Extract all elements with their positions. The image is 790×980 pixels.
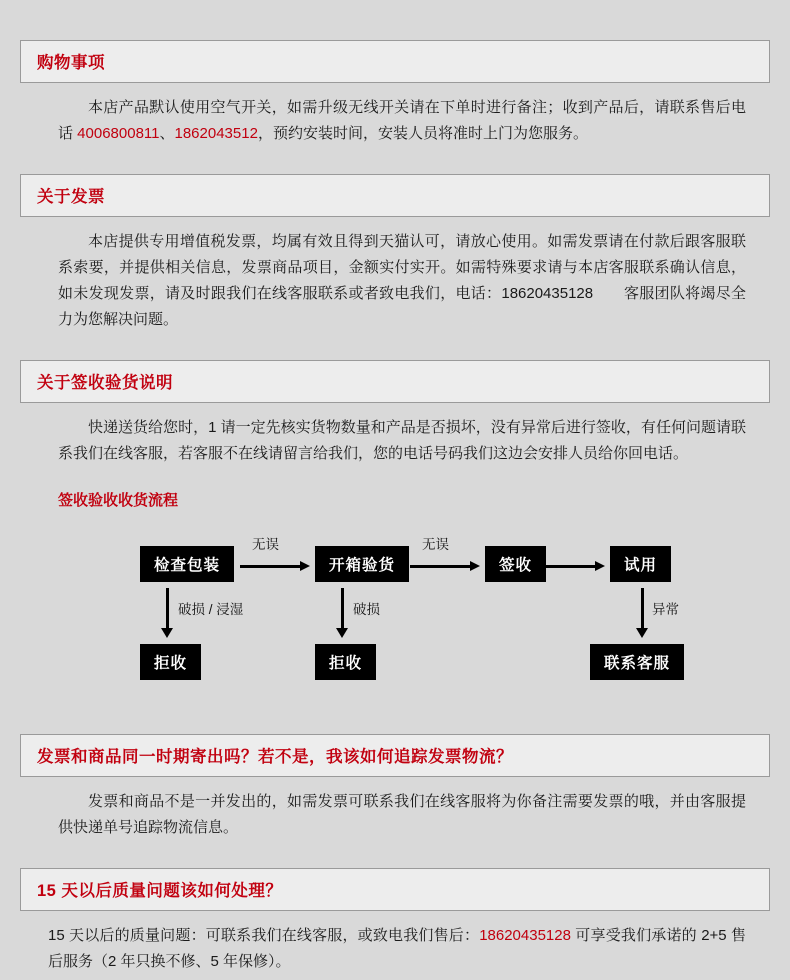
flow-node-reject-1: 拒收 [140,644,201,680]
section-title-signing-inspection: 关于签收验货说明 [20,360,770,403]
flow-node-check-package: 检查包装 [140,546,234,582]
flow-label-abnormal: 异常 [652,602,679,617]
section-signing-inspection [20,360,770,709]
phone-separator: 、 [159,125,175,143]
flow-arrow-check-to-reject [161,588,173,638]
phone-number-2: 1862043512 [174,125,258,143]
invoice-text: 本店提供专用增值税发票，均属有效且得到天猫认可，请放心使用。如需发票请在付款后跟客服联系索要，并提供相关信息，发票商品项目，金额实付实开。如需特殊要求请与本店客服联系确认信息，如未发现发票，请及时跟我们在线客服联系或者致电我们，电话：18620435128 客服团队将竭尽全力为您解决问题。 [58,232,746,329]
flow-label-ok-2: 无误 [422,537,449,552]
faq-title-invoice-shipping: 发票和商品同一时期寄出吗？若不是，我该如何追踪发票物流？ [20,734,770,777]
faq-body-quality-after-15-days [20,911,770,976]
flow-label-ok-1: 无误 [252,537,279,552]
flowchart-title: 签收验收收货流程 [58,492,179,509]
section-body-invoice [20,217,770,334]
flow-node-sign: 签收 [485,546,546,582]
section-faq-quality-after-15-days [20,868,770,976]
faq-body-invoice-shipping [20,777,770,842]
flow-arrow-check-to-open [240,561,310,571]
section-shopping-notes [20,40,770,148]
flow-arrow-sign-to-trial [545,561,605,571]
flow-node-open-inspect: 开箱验货 [315,546,409,582]
shopping-notes-text-prefix: 本店产品默认使用空气开关，如需升级无线开关请在下单时进行备注；收到产品后，请联系售后电话 [58,99,746,143]
section-body-shopping-notes [20,83,770,148]
section-faq-invoice-shipping [20,734,770,842]
section-invoice [20,174,770,334]
section-title-invoice: 关于发票 [20,174,770,217]
flow-node-trial: 试用 [610,546,671,582]
flow-node-reject-2: 拒收 [315,644,376,680]
flow-arrow-open-to-sign [410,561,480,571]
section-body-signing-inspection [20,403,770,468]
phone-number-1: 4006800811 [77,125,160,143]
faq-quality-text-prefix: 15 天以后的质量问题：可联系我们在线客服，或致电我们售后： [48,926,480,944]
flow-node-contact-service: 联系客服 [590,644,684,680]
flowchart [20,518,770,708]
flow-arrow-trial-to-service [636,588,648,638]
flow-label-damage-wet: 破损 / 浸湿 [178,602,244,617]
section-title-shopping-notes: 购物事项 [20,40,770,83]
signing-inspection-text: 快递送货给您时，1 请一定先核实货物数量和产品是否损坏，没有异常后进行签收，有任何问题请联系我们在线客服，若客服不在线请留言给我们，您的电话号码我们这边会安排人员给你回电话。 [58,418,746,462]
faq-title-quality-after-15-days: 15 天以后质量问题该如何处理？ [20,868,770,911]
after-sales-phone-number: 18620435128 [479,926,571,944]
flow-arrow-open-to-reject [336,588,348,638]
faq-quality-text-suffix: 可享受我们承诺的 2+5 售后服务（2 年只换不修、5 年保修）。 [48,926,746,970]
flow-label-damage: 破损 [353,602,380,617]
shopping-notes-text-suffix: ，预约安装时间，安装人员将准时上门为您服务。 [257,125,588,143]
faq-invoice-shipping-text: 发票和商品不是一并发出的，如需发票可联系我们在线客服将为你备注需要发票的哦，并由客服提供快递单号追踪物流信息。 [58,793,746,837]
